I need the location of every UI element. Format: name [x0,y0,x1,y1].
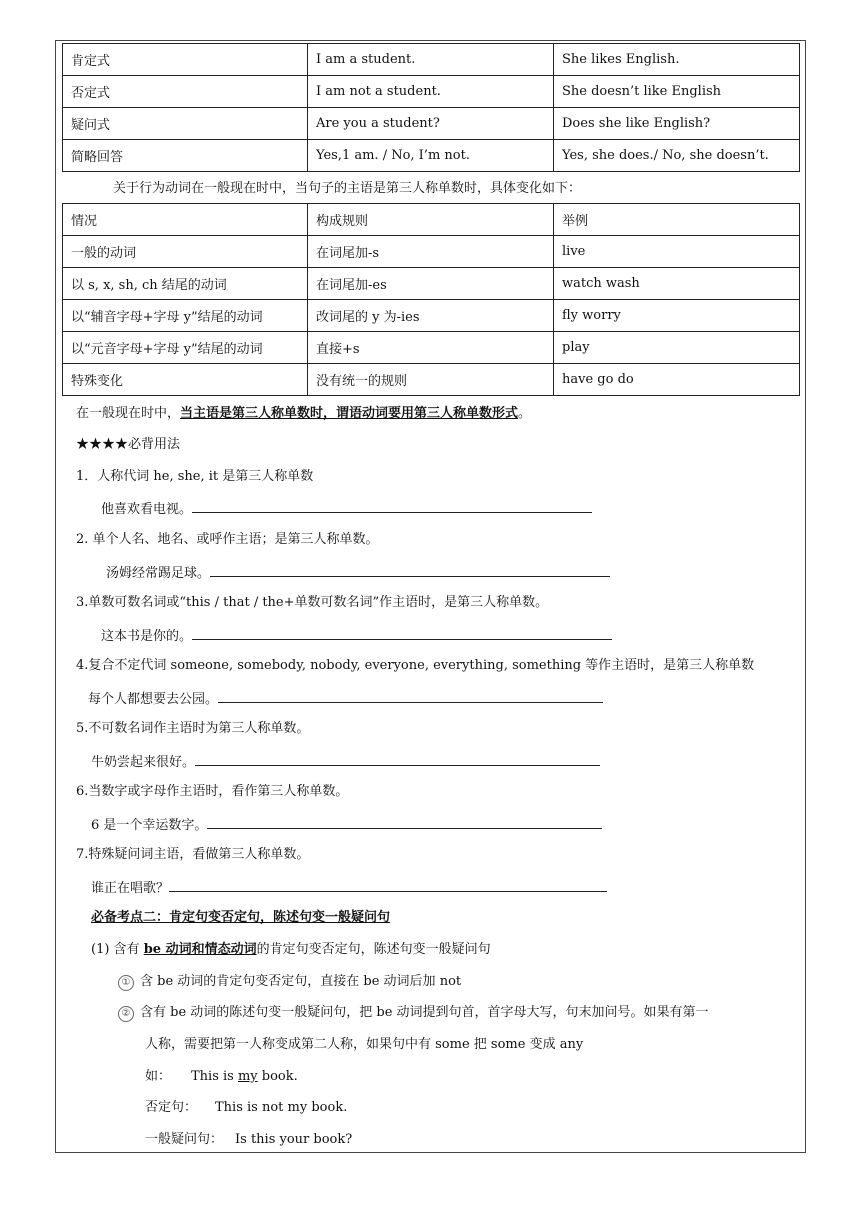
table-cell: 没有统一的规则 [308,364,554,396]
table-cell: She likes English. [554,44,800,76]
rule-suffix: 。 [518,406,532,421]
table-cell: 改词尾的 y 为-ies [308,300,554,332]
table-cell: I am a student. [308,44,554,76]
example-text: 6 是一个幸运数字。 [91,818,208,833]
example-line [145,1068,298,1086]
item-3-title: 3.单数可数名词或“this / that / the+单数可数名词”作主语时，是第三人称单数。 [76,595,549,610]
answer-blank[interactable] [195,752,600,766]
item-7-example [91,878,607,898]
sub1-suffix: 的肯定句变否定句，陈述句变一般疑问句 [256,942,491,957]
table-cell: 以 s, x, sh, ch 结尾的动词 [63,268,308,300]
section2-sub1 [91,941,491,959]
table-cell: 肯定式 [63,44,308,76]
table-cell: 特殊变化 [63,364,308,396]
point-1-text: 含 be 动词的肯定句变否定句，直接在 be 动词后加 not [140,974,462,989]
table-row [63,140,800,172]
answer-blank[interactable] [218,689,603,703]
example-text: 每个人都想要去公园。 [88,692,219,707]
table-cell: fly worry [554,300,800,332]
item-5-title: 5.不可数名词作主语时为第三人称单数。 [76,721,310,736]
table-cell: watch wash [554,268,800,300]
rule-bold: 当主语是第三人称单数时，谓语动词要用第三人称单数形式 [180,406,519,421]
table-cell: 一般的动词 [63,236,308,268]
table-row [63,108,800,140]
rule-prefix: 在一般现在时中， [76,406,181,421]
table-cell: Are you a student? [308,108,554,140]
answer-blank[interactable] [210,563,610,577]
sub1-bold: be 动词和情态动词 [143,942,257,957]
table-header-cell: 构成规则 [308,204,554,236]
table-row [63,332,800,364]
question-text: Is this your book? [235,1132,353,1147]
item-3-example [101,626,612,646]
circled-number-2: ② [118,1006,134,1022]
table-cell: I am not a student. [308,76,554,108]
negative-line [145,1099,347,1117]
example-text: 他喜欢看电视。 [101,502,193,517]
negative-text: This is not my book. [215,1100,348,1115]
table-cell: Yes,1 am. / No, I’m not. [308,140,554,172]
table-cell: 否定式 [63,76,308,108]
table-row [63,268,800,300]
table-row [63,364,800,396]
example-underlined: my [237,1069,258,1084]
table-header-cell: 情况 [63,204,308,236]
verb-change-table [62,203,800,396]
item-1-title: 1．人称代词 he, she, it 是第三人称单数 [76,469,314,484]
question-label: 一般疑问句： [145,1132,224,1147]
negative-label: 否定句： [145,1100,198,1115]
table-row [63,300,800,332]
table-row [63,76,800,108]
item-5-example [91,752,600,772]
item-6-example [91,815,602,835]
rule-line [76,405,531,423]
table-row [63,44,800,76]
answer-blank[interactable] [169,878,607,892]
example-text: 谁正在唱歌？ [91,881,170,896]
example-post: book. [257,1069,298,1084]
point-2 [118,1004,709,1022]
item-2-title: 2. 单个人名、地名、或呼作主语；是第三人称单数。 [76,532,379,547]
item-7-title: 7.特殊疑问词主语，看做第三人称单数。 [76,847,310,862]
section2-title: 必备考点二：肯定句变否定句，陈述句变一般疑问句 [91,910,391,925]
example-text: 汤姆经常踢足球。 [106,566,211,581]
circled-number-1: ① [118,975,134,991]
point-2-text-line1: 含有 be 动词的陈述句变一般疑问句，把 be 动词提到句首，首字母大写，句末加问号。如果有第一 [140,1005,709,1020]
table-cell: Yes, she does./ No, she doesn’t. [554,140,800,172]
table-cell: have go do [554,364,800,396]
example-label: 如： [145,1069,172,1084]
point-1 [118,973,461,991]
sub1-prefix: (1) 含有 [91,942,144,957]
table-cell: 直接+s [308,332,554,364]
table-cell: 疑问式 [63,108,308,140]
item-4-example [88,689,603,709]
example-text: 这本书是你的。 [101,629,193,644]
table-cell: 在词尾加-s [308,236,554,268]
intro-line: 关于行为动词在一般现在时中，当句子的主语是第三人称单数时，具体变化如下： [113,181,582,196]
must-usage-title: ★★★★必背用法 [76,437,181,452]
example-text: 牛奶尝起来很好。 [91,755,196,770]
example-pre: This is [191,1069,238,1084]
item-4-title: 4.复合不定代词 someone, somebody, nobody, everyone, everything, something 等作主语时，是第三人称单数 [76,658,755,673]
answer-blank[interactable] [192,499,592,513]
table-cell: Does she like English? [554,108,800,140]
point-2-line2: 人称，需要把第一人称变成第二人称，如果句中有 some 把 some 变成 any [145,1037,584,1052]
item-6-title: 6.当数字或字母作主语时，看作第三人称单数。 [76,784,349,799]
table-header-row [63,204,800,236]
answer-blank[interactable] [207,815,602,829]
table-cell: play [554,332,800,364]
item-2-example [106,563,610,583]
table-cell: She doesn’t like English [554,76,800,108]
table-header-cell: 举例 [554,204,800,236]
question-line [145,1131,352,1149]
answer-blank[interactable] [192,626,612,640]
sentence-forms-table [62,43,800,172]
table-cell: 在词尾加-es [308,268,554,300]
table-cell: 以“辅音字母+字母 y”结尾的动词 [63,300,308,332]
table-cell: 简略回答 [63,140,308,172]
table-cell: 以“元音字母+字母 y”结尾的动词 [63,332,308,364]
table-cell: live [554,236,800,268]
table-row [63,236,800,268]
item-1-example [101,499,592,519]
